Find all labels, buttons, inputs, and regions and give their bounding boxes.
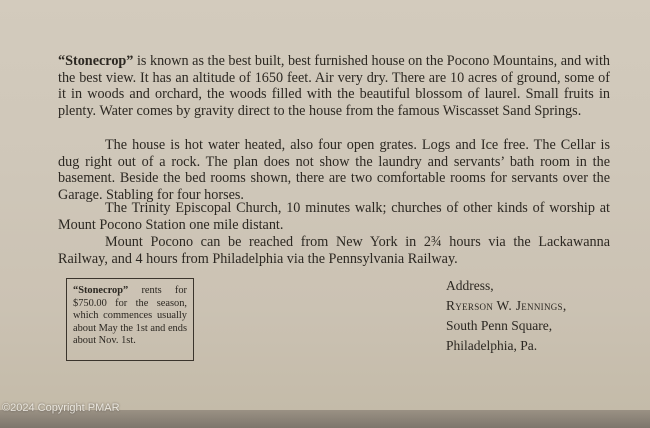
paragraph-travel: Mount Pocono can be reached from New York in 2¾ hours via the Lackawanna Railway, and 4 hours from Philadelphia via the Pennsylvania Railway. [58, 234, 610, 267]
address-block [446, 276, 616, 356]
paragraph-description [58, 53, 610, 120]
address-street: South Penn Square, [446, 318, 553, 333]
rent-notice-box [66, 278, 194, 361]
address-name: Ryerson W. Jennings, [446, 298, 567, 313]
address-city: Philadelphia, Pa. [446, 338, 538, 353]
rent-notice-text: rents for $750.00 for the season, which commences usually about May the 1st and ends about Nov. 1st. [73, 285, 187, 347]
copyright-watermark: ©2024 Copyright PMAR [2, 402, 120, 414]
address-heading: Address, [446, 278, 494, 293]
paragraph-church: The Trinity Episcopal Church, 10 minutes walk; churches of other kinds of worship at Mount Pocono Station one mile distant. [58, 200, 610, 233]
paragraph-heating: The house is hot water heated, also four open grates. Logs and Ice free. The Cellar is dug right out of a rock. The plan does not show the laundry and servants’ bath room in the basement. Beside the bed rooms shown, there are two comfortable rooms for servants over the Garage. Stabling for four horses. [58, 137, 610, 204]
house-name: “Stonecrop” [58, 53, 134, 69]
rent-notice-house-name: “Stonecrop” [73, 285, 129, 296]
description-text: is known as the best built, best furnished house on the Pocono Mountains, and with the best view. It has an altitude of 1650 feet. Air very dry. There are 10 acres of ground, some of it in woods and orchard, the woods filled with the beautiful blossom of laurel. Small fruits in plenty. Water comes by gravity direct to the house from the famous Wiscasset Sand Springs. [58, 53, 610, 120]
